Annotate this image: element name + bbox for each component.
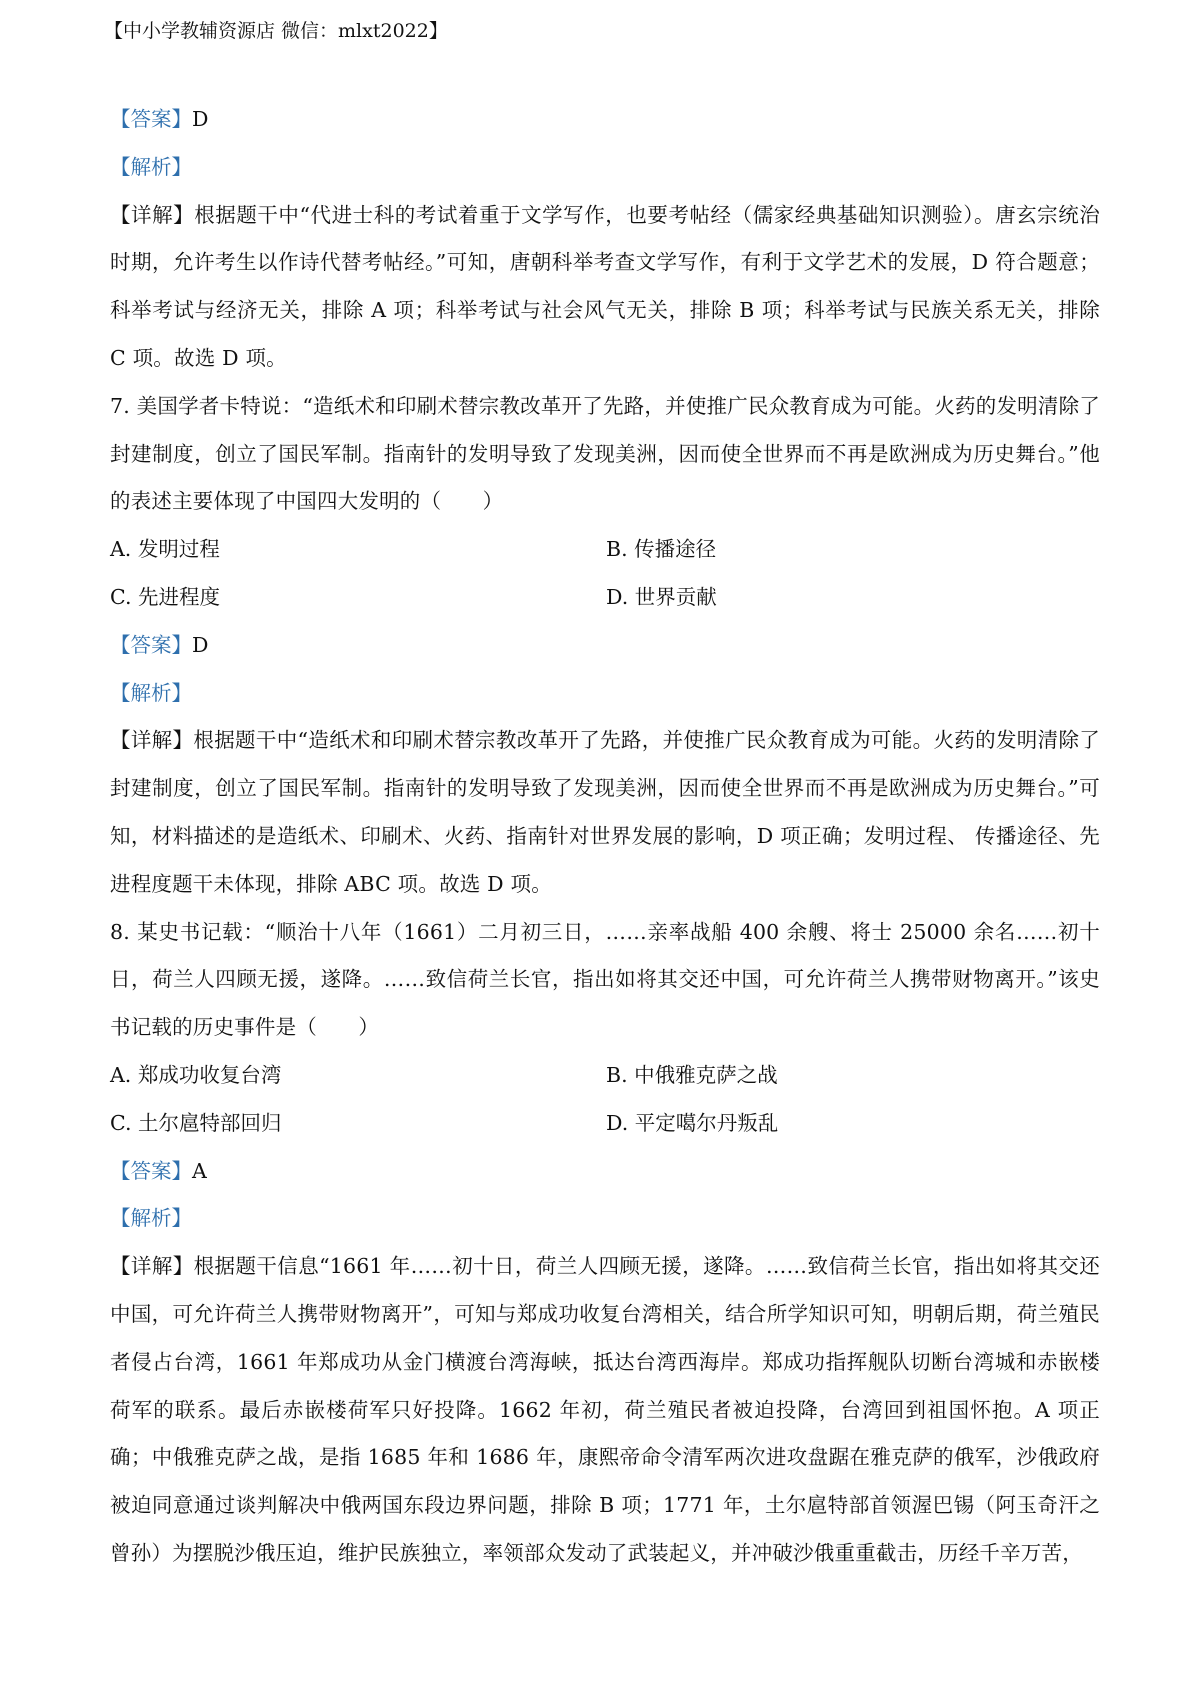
q8-option-a: A. 郑成功收复台湾 — [110, 1062, 282, 1087]
content-body — [110, 96, 1100, 1578]
q6-answer-line — [110, 96, 1100, 144]
q8-detail-paragraph — [110, 1243, 1100, 1578]
detail-label: 【详解】 — [110, 202, 195, 227]
q8-answer-value: A — [192, 1158, 207, 1183]
watermark-header: 【中小学教辅资源店 微信：mlxt2022】 — [104, 20, 448, 42]
q7-detail-text: 根据题干中“造纸术和印刷术替宗教改革开了先路，并使推广民众教育成为可能。火药的发明清除了封建制度，创立了国民军制。指南针的发明导致了发现美洲，因而使全世界而不再是欧洲成为历史舞台。”可知，材料描述的是造纸术、印刷术、火药、指南针对世界发展的影响，D 项正确；发明过程、 传播途径、先进程度题干未体现，排除 ABC 项。故选 D 项。 — [110, 728, 1100, 896]
detail-label: 【详解】 — [110, 1254, 194, 1279]
answer-label: 【答案】 — [110, 107, 192, 131]
analysis-label: 【解析】 — [110, 154, 192, 179]
q8-answer-line — [110, 1148, 1100, 1196]
q8-stem: 8. 某史书记载：“顺治十八年（1661）二月初三日，……亲率战船 400 余艘、将士 25000 余名……初十日，荷兰人四顾无援，遂降。……致信荷兰长官，指出如将其交还中国，可允许荷兰人携带财物离开。”该史书记载的历史事件是（ ） — [110, 919, 1100, 1040]
q6-analysis-line — [110, 144, 1100, 192]
q7-options-row-1 — [110, 526, 1100, 574]
detail-label: 【详解】 — [110, 728, 194, 753]
q7-answer-line — [110, 622, 1100, 670]
q7-analysis-line — [110, 670, 1100, 718]
analysis-label: 【解析】 — [110, 1206, 192, 1231]
q7-answer-value: D — [192, 632, 209, 657]
q7-detail-paragraph — [110, 717, 1100, 908]
q6-detail-paragraph — [110, 192, 1100, 383]
q8-options-row-1 — [110, 1052, 1100, 1100]
q6-answer-value: D — [192, 107, 209, 131]
q8-analysis-line — [110, 1195, 1100, 1243]
analysis-label: 【解析】 — [110, 680, 192, 705]
q7-option-a: A. 发明过程 — [110, 537, 220, 562]
q8-option-b: B. 中俄雅克萨之战 — [606, 1062, 778, 1087]
q7-option-c: C. 先进程度 — [110, 584, 220, 609]
q7-stem: 7. 美国学者卡特说：“造纸术和印刷术替宗教改革开了先路，并使推广民众教育成为可能。火药的发明清除了封建制度，创立了国民军制。指南针的发明导致了发现美洲，因而使全世界而不再是欧洲成为历史舞台。”他的表述主要体现了中国四大发明的（ ） — [110, 393, 1100, 514]
q8-options-row-2 — [110, 1100, 1100, 1148]
q8-option-c: C. 土尔扈特部回归 — [110, 1110, 282, 1135]
q7-option-d: D. 世界贡献 — [606, 584, 717, 609]
answer-label: 【答案】 — [110, 1158, 192, 1183]
q7-option-b: B. 传播途径 — [606, 537, 717, 562]
q6-detail-text: 根据题干中“代进士科的考试着重于文学写作，也要考帖经（儒家经典基础知识测验）。唐玄宗统治时期，允许考生以作诗代替考帖经。”可知，唐朝科举考查文学写作，有利于文学艺术的发展，D 符合题意；科举考试与经济无关，排除 A 项；科举考试与社会风气无关，排除 B 项；科举考试与民族关系无关，排除 C 项。故选 D 项。 — [110, 202, 1100, 370]
answer-label: 【答案】 — [110, 632, 192, 657]
q7-options-row-2 — [110, 574, 1100, 622]
q8-detail-text: 根据题干信息“1661 年……初十日，荷兰人四顾无援，遂降。……致信荷兰长官，指出如将其交还中国，可允许荷兰人携带财物离开”，可知与郑成功收复台湾相关，结合所学知识可知，明朝后期，荷兰殖民者侵占台湾，1661 年郑成功从金门横渡台湾海峡，抵达台湾西海岸。郑成功指挥舰队切断台湾城和赤嵌楼荷军的联系。最后赤嵌楼荷军只好投降。1662 年初，荷兰殖民者被迫投降，台湾回到祖国怀抱。A 项正确；中俄雅克萨之战，是指 1685 年和 1686 年，康熙帝命令清军两次进攻盘踞在雅克萨的俄军，沙俄政府被迫同意通过谈判解决中俄两国东段边界问题，排除 B 项；1771 年，土尔扈特部首领渥巴锡（阿玉奇汗之曾孙）为摆脱沙俄压迫，维护民族独立，率领部众发动了武装起义，并冲破沙俄重重截击，历经千辛万苦， — [110, 1254, 1100, 1565]
q8-option-d: D. 平定噶尔丹叛乱 — [606, 1110, 779, 1135]
